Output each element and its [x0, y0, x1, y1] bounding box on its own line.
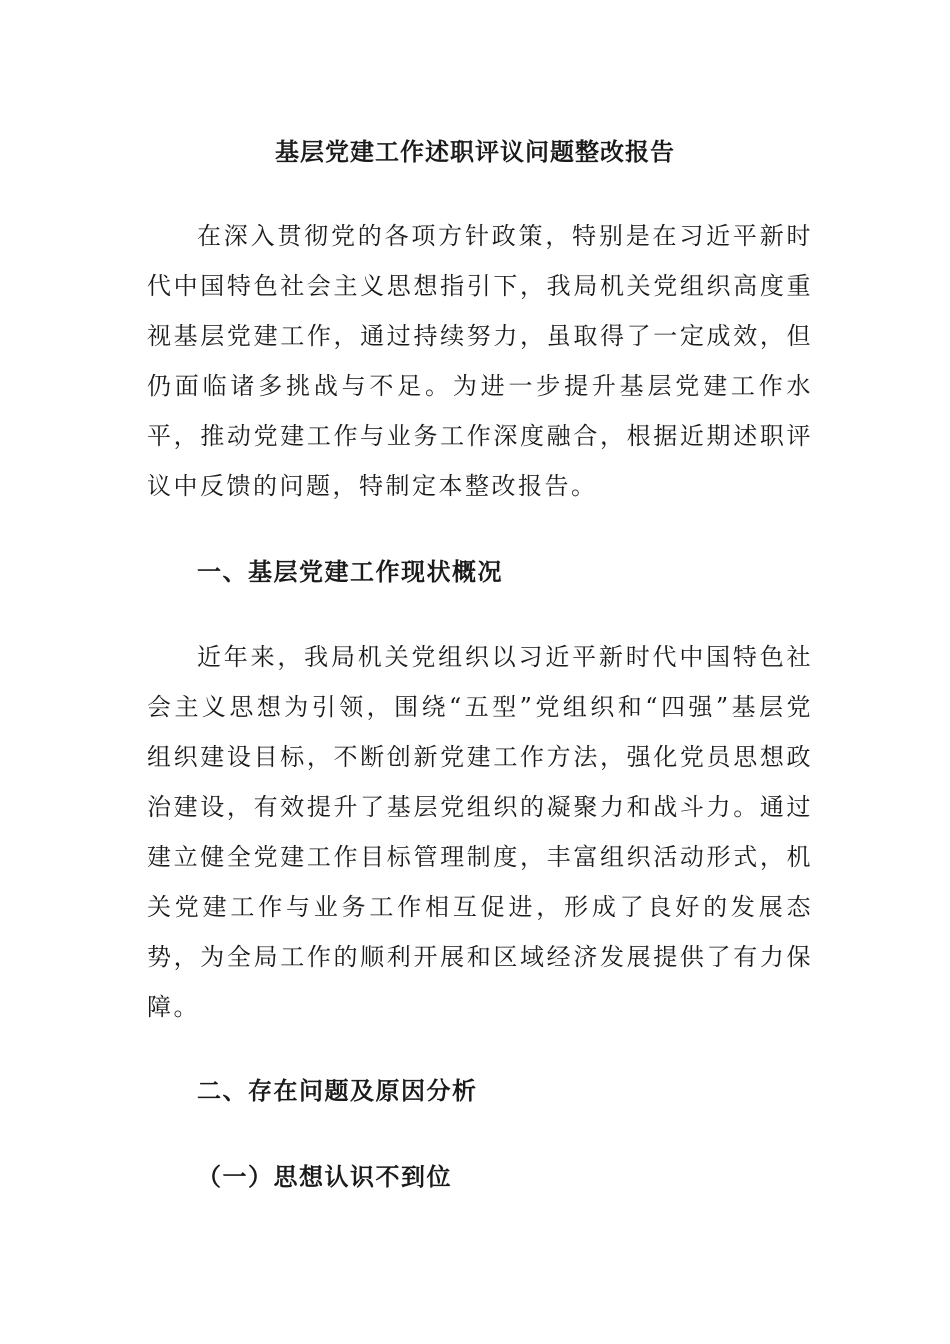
section-heading-status-overview: 一、基层党建工作现状概况 — [197, 557, 503, 586]
intro-paragraph: 在深入贯彻党的各项方针政策，特别是在习近平新时代中国特色社会主义思想指引下，我局机关党组织高度重视基层党建工作，通过持续努力，虽取得了一定成效，但仍面临诸多挑战与不足。为进一步提升基层党建工作水平，推动党建工作与业务工作深度融合，根据近期述职评议中反馈的问题，特制定本整改报告。 — [147, 222, 813, 500]
document-title: 基层党建工作述职评议问题整改报告 — [275, 137, 675, 166]
section-heading-problems-analysis: 二、存在问题及原因分析 — [197, 1076, 478, 1105]
subsection-heading-ideological-awareness: （一）思想认识不到位 — [197, 1162, 452, 1191]
status-overview-paragraph: 近年来，我局机关党组织以习近平新时代中国特色社会主义思想为引领，围绕“五型”党组织和“四强”基层党组织建设目标，不断创新党建工作方法，强化党员思想政治建设，有效提升了基层党组织的凝聚力和战斗力。通过建立健全党建工作目标管理制度，丰富组织活动形式，机关党建工作与业务工作相互促进，形成了良好的发展态势，为全局工作的顺利开展和区域经济发展提供了有力保障。 — [147, 643, 813, 1021]
